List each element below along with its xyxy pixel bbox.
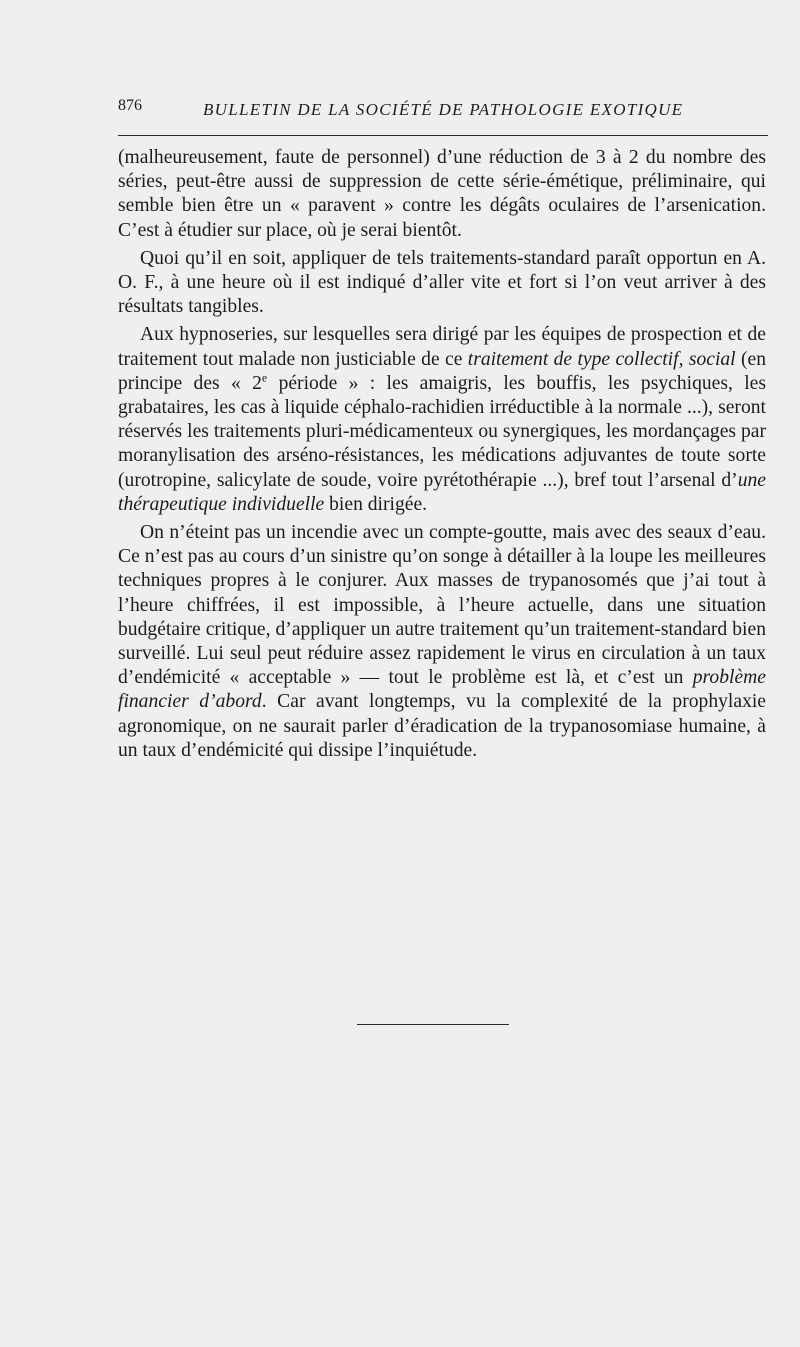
paragraph-3-italic-a: traitement de type collectif, social — [467, 348, 736, 370]
paragraph-3-text-g: bien dirigée. — [324, 493, 428, 515]
paragraph-4-italic-b: problème financier d’abord — [118, 667, 766, 713]
running-title: BULLETIN DE LA SOCIÉTÉ DE PATHOLOGIE EXOTIQUE — [203, 100, 684, 119]
header-rule — [118, 135, 768, 136]
paragraph-2: Quoi qu’il en soit, appliquer de tels traitements-standard paraît opportun en A. O. F., à une heure où il est indiqué d’aller vite et fort si l’on veut arriver à des résultats tangibles. — [118, 247, 766, 318]
paragraph-3-text-a: Aux hypnoseries, sur lesquelles sera dirigé par les équipes de prospection et de traitement tout malade non justiciable de ce — [118, 324, 766, 370]
paragraph-3 — [118, 323, 766, 517]
paragraph-3-italic-f: une thérapeutique individuelle — [118, 469, 766, 515]
paragraph-4-text-c: . Car avant longtemps, vu la complexité de la prophylaxie agronomique, on ne saurait parler d’éradication de la trypanosomiase humaine, à un taux d’endémicité qui dissipe l’inquiétude. — [118, 691, 767, 761]
paragraph-4-text-a: On n’éteint pas un incendie avec un compte-goutte, mais avec des seaux d’eau. Ce n’est pas au cours d’un sinistre qu’on songe à détailler à la loupe les meilleures techniques propres à le conjurer. Aux masses de trypanosomés que j’ai tout à l’heure chiffrées, il est impossible, à l’heure actuelle, dans une situation budgétaire critique, d’appliquer un autre traitement qu’un traitement-standard bien surveillé. Lui seul peut réduire assez rapidement le virus en circulation à un taux d’endémicité « acceptable » — tout le problème est là, et c’est un — [118, 522, 766, 689]
paragraph-3-superscript: e — [261, 370, 268, 385]
paragraph-3-text-e: période » : les amaigris, les bouffis, les psychiques, les grabataires, les cas à liquide céphalo-rachidien irréductible à la normale ...), seront réservés les traitements pluri-médicamenteux ou synergiques, les mordançages par moranylisation des arséno-résistances, les médications adjuvantes de toute sorte (urotropine, salicylate de soude, voire pyrétothérapie ...), bref tout l’arsenal d’ — [118, 372, 766, 491]
section-end-rule — [357, 1024, 509, 1025]
paragraph-1: (malheureusement, faute de personnel) d’une réduction de 3 à 2 du nombre des séries, peut-être aussi de suppression de cette série-émétique, préliminaire, qui semble bien être un « paravent » contre les dégâts oculaires de l’arsenication. C’est à étudier sur place, où je serai bientôt. — [118, 147, 766, 241]
paragraph-3-text-c: (en principe des « 2 — [118, 348, 766, 394]
page-number: 876 — [118, 97, 142, 114]
article-body — [118, 146, 766, 763]
paragraph-4 — [118, 521, 766, 763]
